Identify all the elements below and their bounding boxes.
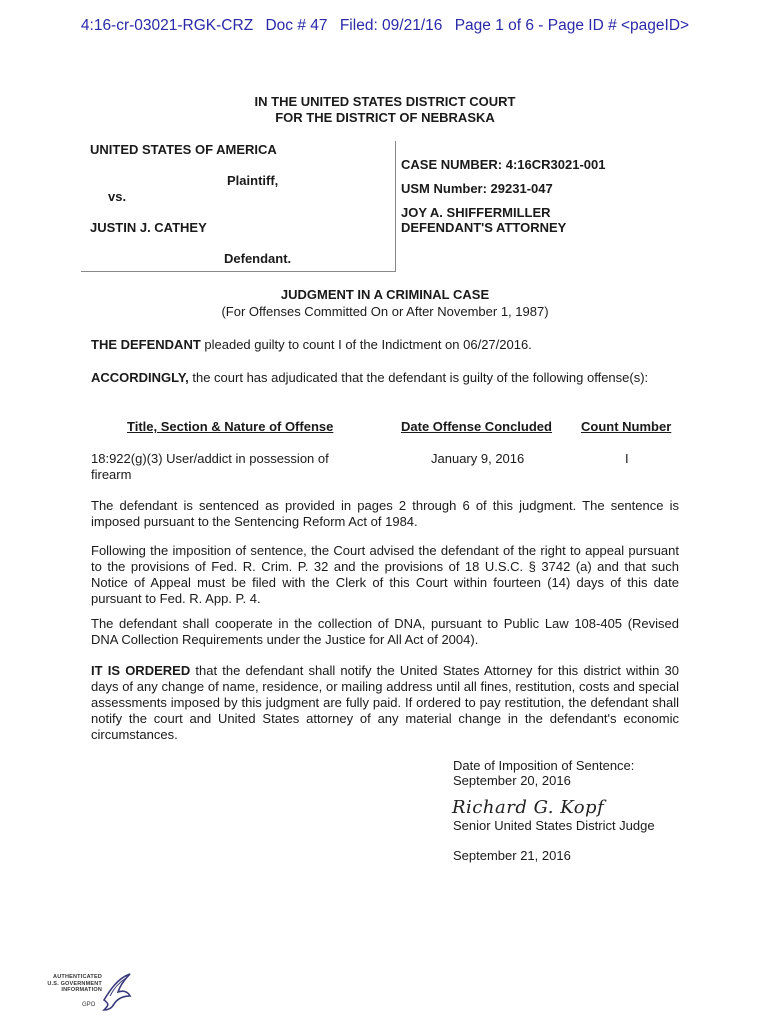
- sentence-paragraph: The defendant is sentenced as provided in pages 2 through 6 of this judgment. The sentence is imposed pursuant to the Sentencing Reform Act of 1984.: [91, 498, 679, 529]
- offense-cell: 18:922(g)(3) User/addict in possession of firearm: [91, 451, 329, 482]
- eagle-icon: [100, 970, 134, 1014]
- plea-lead: THE DEFENDANT: [91, 337, 201, 352]
- judgment-title: JUDGMENT IN A CRIMINAL CASE: [280, 287, 490, 302]
- plaintiff-name: UNITED STATES OF AMERICA: [90, 142, 277, 157]
- versus-label: vs.: [108, 189, 127, 204]
- header-case-number: 4:16-cr-03021-RGK-CRZ: [80, 17, 254, 34]
- date-cell: January 9, 2016: [431, 451, 525, 466]
- adjudication-paragraph: [91, 370, 679, 386]
- court-heading: [0, 94, 770, 126]
- judgment-subtitle: (For Offenses Committed On or After November 1, 1987): [221, 304, 549, 319]
- gpo-authentication-seal: [40, 970, 140, 1015]
- seal-text: AUTHENTICATED U.S. GOVERNMENT INFORMATION: [47, 974, 102, 993]
- count-cell: I: [625, 451, 629, 466]
- offense-column-header: Title, Section & Nature of Offense: [127, 419, 334, 434]
- usm-number: USM Number: 29231-047: [401, 181, 553, 196]
- header-filed-date: Filed: 09/21/16: [339, 17, 443, 34]
- plea-paragraph: [91, 337, 679, 353]
- court-district: FOR THE DISTRICT OF NEBRASKA: [275, 110, 495, 125]
- header-doc-number: Doc # 47: [265, 17, 328, 34]
- attorney-title: DEFENDANT'S ATTORNEY: [401, 220, 567, 235]
- date-column-header: Date Offense Concluded: [401, 419, 552, 434]
- ordered-text: that the defendant shall notify the United States Attorney for this district within 30 days of any change of name, residence, or mailing address until all fines, restitution, costs and special assessments imposed by this judgment are fully paid. If ordered to pay restitution, the defendant shall notify the court and United States attorney of any material change in the defendant's economic circumstances.: [91, 663, 679, 742]
- imposition-date: September 20, 2016: [453, 773, 571, 788]
- court-name: IN THE UNITED STATES DISTRICT COURT: [254, 94, 516, 109]
- count-column-header: Count Number: [581, 419, 672, 434]
- attorney-name: JOY A. SHIFFERMILLER: [401, 205, 551, 220]
- plea-text: pleaded guilty to count I of the Indictment on 06/27/2016.: [200, 337, 532, 352]
- case-caption-box: [81, 141, 396, 272]
- ordered-paragraph: [91, 663, 679, 743]
- filing-header: [0, 17, 770, 35]
- plaintiff-role: Plaintiff,: [227, 173, 279, 188]
- header-page-info: Page 1 of 6 - Page ID # <pageID>: [454, 17, 690, 34]
- case-number: CASE NUMBER: 4:16CR3021-001: [401, 157, 606, 172]
- gpo-label: GPO: [82, 1002, 96, 1008]
- adjudication-text: the court has adjudicated that the defendant is guilty of the following offense(s):: [188, 370, 649, 385]
- case-details: [401, 157, 605, 235]
- judge-title: Senior United States District Judge: [453, 818, 655, 833]
- adjudication-lead: ACCORDINGLY,: [91, 370, 189, 385]
- dna-paragraph: The defendant shall cooperate in the collection of DNA, pursuant to Public Law 108-405 (Revised DNA Collection Requirements under the Justice for All Act of 2004).: [91, 616, 679, 647]
- defendant-name: JUSTIN J. CATHEY: [90, 220, 207, 235]
- imposition-label: Date of Imposition of Sentence:: [453, 758, 635, 773]
- appeal-paragraph: Following the imposition of sentence, the Court advised the defendant of the right to appeal pursuant to the provisions of Fed. R. Crim. P. 32 and the provisions of 18 U.S.C. § 3742 (a) and that such Notice of Appeal must be filed with the Clerk of this Court within fourteen (14) days of this date pursuant to Fed. R. App. P. 4.: [91, 543, 679, 606]
- ordered-lead: IT IS ORDERED: [91, 663, 191, 678]
- signed-date: September 21, 2016: [453, 848, 571, 863]
- defendant-role: Defendant.: [224, 251, 292, 266]
- judge-signature: Richard G. Kopf: [452, 797, 605, 818]
